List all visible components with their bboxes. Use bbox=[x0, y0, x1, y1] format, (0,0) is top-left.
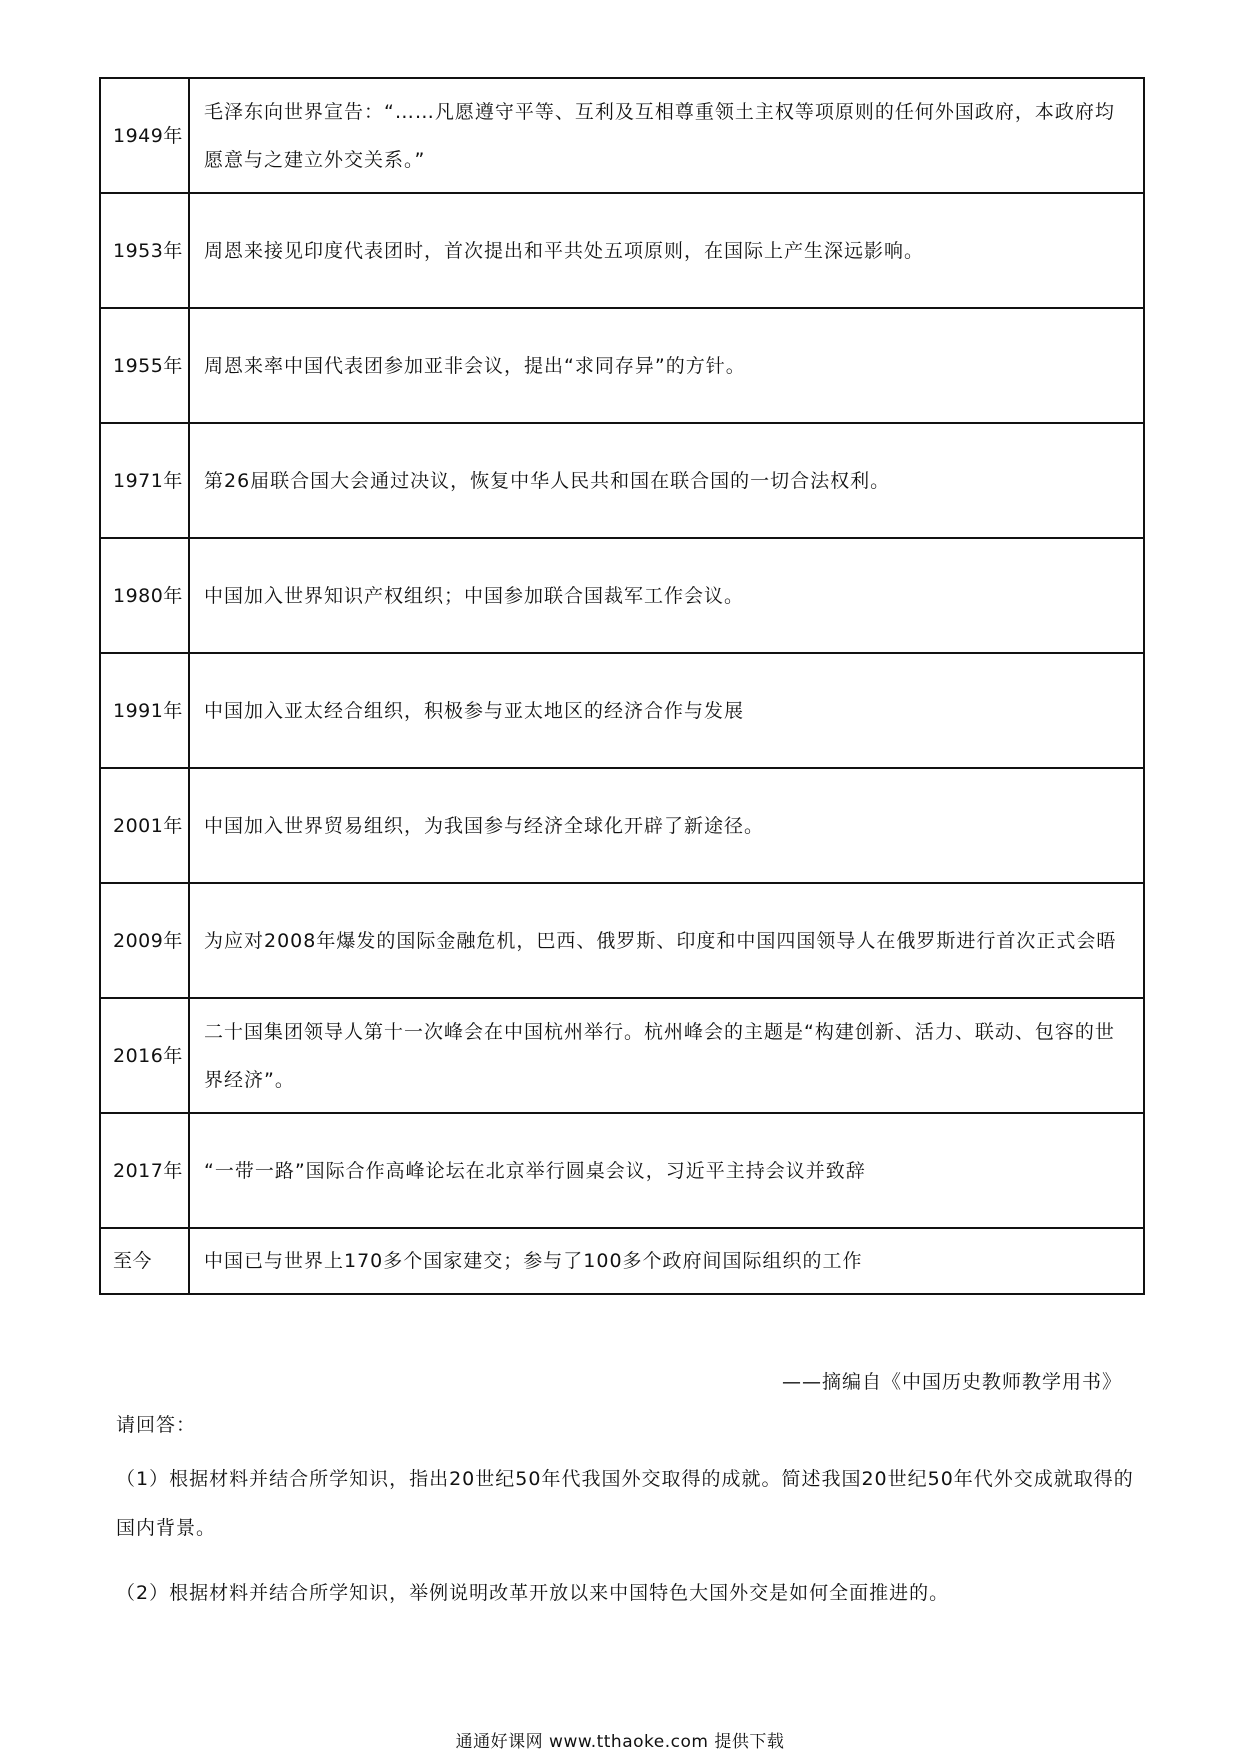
source-citation: ——摘编自《中国历史教师教学用书》 bbox=[781, 1371, 1122, 1393]
year-cell: 2017年 bbox=[100, 1113, 189, 1228]
table-row bbox=[100, 1228, 1144, 1294]
year-cell: 1980年 bbox=[100, 538, 189, 653]
table-row bbox=[100, 768, 1144, 883]
table-row bbox=[100, 308, 1144, 423]
event-cell: 第26届联合国大会通过决议，恢复中华人民共和国在联合国的一切合法权利。 bbox=[189, 423, 1144, 538]
year-cell: 2001年 bbox=[100, 768, 189, 883]
table-row bbox=[100, 998, 1144, 1113]
event-cell: 周恩来接见印度代表团时，首次提出和平共处五项原则，在国际上产生深远影响。 bbox=[189, 193, 1144, 308]
event-cell: 中国已与世界上170多个国家建交；参与了100多个政府间国际组织的工作 bbox=[189, 1228, 1144, 1294]
year-cell: 2009年 bbox=[100, 883, 189, 998]
event-cell: 为应对2008年爆发的国际金融危机，巴西、俄罗斯、印度和中国四国领导人在俄罗斯进行首次正式会晤 bbox=[189, 883, 1144, 998]
question-2: （2）根据材料并结合所学知识，举例说明改革开放以来中国特色大国外交是如何全面推进的。 bbox=[116, 1582, 950, 1604]
year-cell: 1949年 bbox=[100, 78, 189, 193]
table-row bbox=[100, 653, 1144, 768]
year-cell: 2016年 bbox=[100, 998, 189, 1113]
event-cell: 二十国集团领导人第十一次峰会在中国杭州举行。杭州峰会的主题是“构建创新、活力、联动、包容的世界经济”。 bbox=[189, 998, 1144, 1113]
year-cell: 至今 bbox=[100, 1228, 189, 1294]
table-row bbox=[100, 78, 1144, 193]
year-cell: 1953年 bbox=[100, 193, 189, 308]
table-row bbox=[100, 193, 1144, 308]
event-cell: 中国加入世界贸易组织，为我国参与经济全球化开辟了新途径。 bbox=[189, 768, 1144, 883]
page-footer: 通通好课网 www.tthaoke.com 提供下载 bbox=[455, 1732, 785, 1752]
event-cell: “一带一路”国际合作高峰论坛在北京举行圆桌会议，习近平主持会议并致辞 bbox=[189, 1113, 1144, 1228]
event-cell: 中国加入世界知识产权组织；中国参加联合国裁军工作会议。 bbox=[189, 538, 1144, 653]
year-cell: 1971年 bbox=[100, 423, 189, 538]
year-cell: 1991年 bbox=[100, 653, 189, 768]
year-cell: 1955年 bbox=[100, 308, 189, 423]
event-cell: 周恩来率中国代表团参加亚非会议，提出“求同存异”的方针。 bbox=[189, 308, 1144, 423]
table-row bbox=[100, 1113, 1144, 1228]
timeline-table bbox=[99, 77, 1145, 1295]
answer-prompt: 请回答： bbox=[116, 1414, 197, 1436]
table-row bbox=[100, 538, 1144, 653]
event-cell: 毛泽东向世界宣告：“……凡愿遵守平等、互利及互相尊重领土主权等项原则的任何外国政府，本政府均愿意与之建立外交关系。” bbox=[189, 78, 1144, 193]
table-row bbox=[100, 883, 1144, 998]
event-cell: 中国加入亚太经合组织，积极参与亚太地区的经济合作与发展 bbox=[189, 653, 1144, 768]
question-1: （1）根据材料并结合所学知识，指出20世纪50年代我国外交取得的成就。简述我国20世纪50年代外交成就取得的国内背景。 bbox=[116, 1468, 1134, 1539]
table-row bbox=[100, 423, 1144, 538]
